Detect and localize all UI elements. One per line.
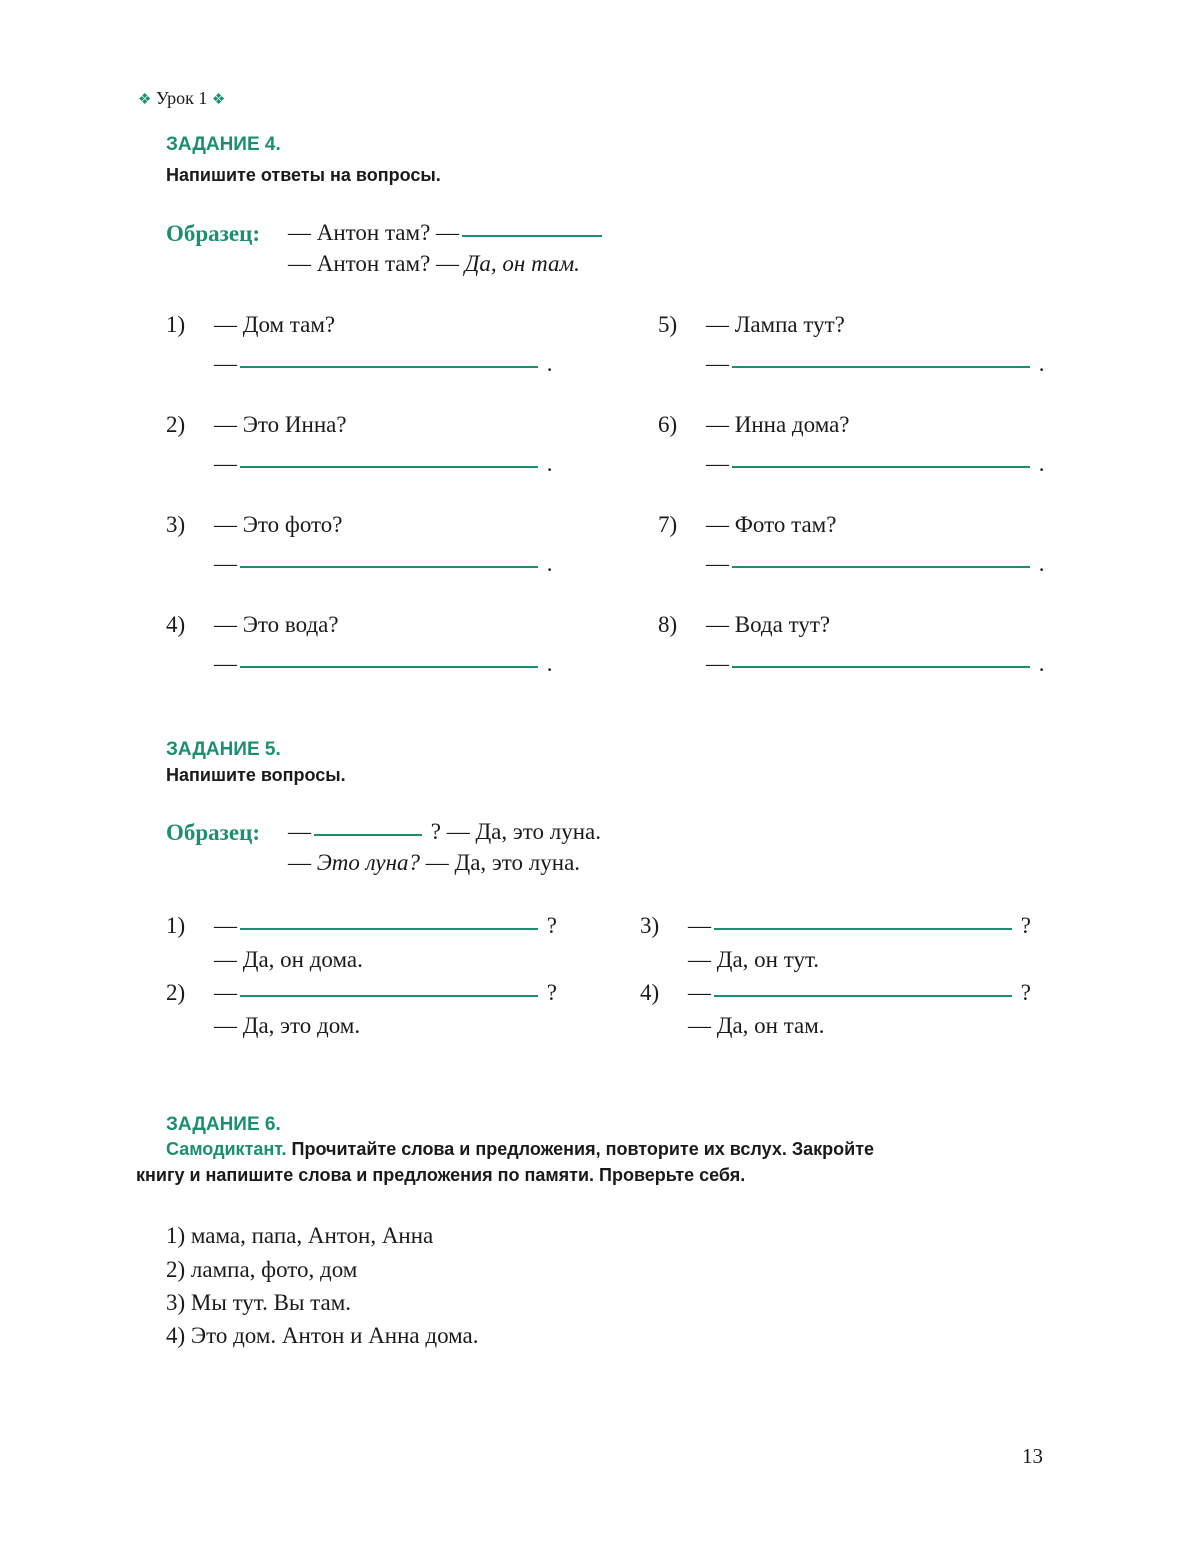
diamond-icon: ❖ [138,92,152,108]
diamond-icon: ❖ [211,92,226,108]
answer-blank[interactable] [732,666,1030,668]
task5-title: ЗАДАНИЕ 5. [166,739,281,760]
page-number: 13 [1022,1444,1043,1468]
task4-answer-line[interactable]: — . [214,651,553,676]
task4-item: 3) — Это фото? [166,512,343,537]
task4-answer-line[interactable]: — . [214,351,553,376]
task5-question-line[interactable]: 3) — ? [640,913,1031,938]
task6-item: 3) Мы тут. Вы там. [166,1290,352,1315]
task4-answer-line[interactable]: — . [706,351,1045,376]
answer-blank [462,235,602,237]
task5-sample-answer: — Это луна? — Да, это луна. [288,850,581,875]
lesson-header [138,88,225,109]
task4-answer-line[interactable]: — . [706,451,1045,476]
task5-question-line[interactable]: 4) — ? [640,980,1031,1005]
task5-sample-question: — ? — Да, это луна. [288,819,601,844]
lesson-title: Урок 1 [155,88,208,108]
task5-answer: — Да, это дом. [214,1013,361,1038]
task4-item: 8) — Вода тут? [658,612,831,637]
answer-blank[interactable] [714,995,1012,997]
task6-item: 2) лампа, фото, дом [166,1257,358,1282]
task6-title: ЗАДАНИЕ 6. [166,1114,281,1135]
task4-sample-label: Образец: [166,221,261,246]
answer-blank[interactable] [240,666,538,668]
task4-item: 4) — Это вода? [166,612,339,637]
task4-answer-line[interactable]: — . [706,651,1045,676]
task4-answer-line[interactable]: — . [214,551,553,576]
answer-blank[interactable] [240,566,538,568]
task6-instruction-line2: книгу и напишите слова и предложения по памяти. Проверьте себя. [136,1165,746,1185]
answer-blank[interactable] [240,928,538,930]
task4-title: ЗАДАНИЕ 4. [166,134,281,155]
task6-instruction-line1: Самодиктант. Прочитайте слова и предложения, повторите их вслух. Закройте [166,1139,875,1159]
task5-answer: — Да, он тут. [688,947,820,972]
task5-question-line[interactable]: 1) — ? [166,913,557,938]
answer-blank[interactable] [240,995,538,997]
answer-blank[interactable] [240,466,538,468]
task4-sample-answer: — Антон там? — Да, он там. [288,251,580,276]
task4-item: 5) — Лампа тут? [658,312,845,337]
task4-sample-question: — Антон там? — [288,220,605,246]
task4-answer-line[interactable]: — . [214,451,553,476]
task5-instruction: Напишите вопросы. [166,765,346,785]
answer-blank[interactable] [714,928,1012,930]
task4-instruction: Напишите ответы на вопросы. [166,165,441,185]
task4-item: 7) — Фото там? [658,512,837,537]
task4-answer-line[interactable]: — . [706,551,1045,576]
task6-item: 1) мама, папа, Антон, Анна [166,1223,434,1248]
task5-answer: — Да, он там. [688,1013,825,1038]
answer-blank[interactable] [732,466,1030,468]
answer-blank[interactable] [732,566,1030,568]
task5-answer: — Да, он дома. [214,947,363,972]
task5-sample-label: Образец: [166,820,261,845]
task5-question-line[interactable]: 2) — ? [166,980,557,1005]
task4-item: 1) — Дом там? [166,312,336,337]
answer-blank[interactable] [240,366,538,368]
task4-item: 2) — Это Инна? [166,412,347,437]
task6-item: 4) Это дом. Антон и Анна дома. [166,1323,479,1348]
answer-blank[interactable] [732,366,1030,368]
task4-item: 6) — Инна дома? [658,412,850,437]
answer-blank [314,834,422,836]
